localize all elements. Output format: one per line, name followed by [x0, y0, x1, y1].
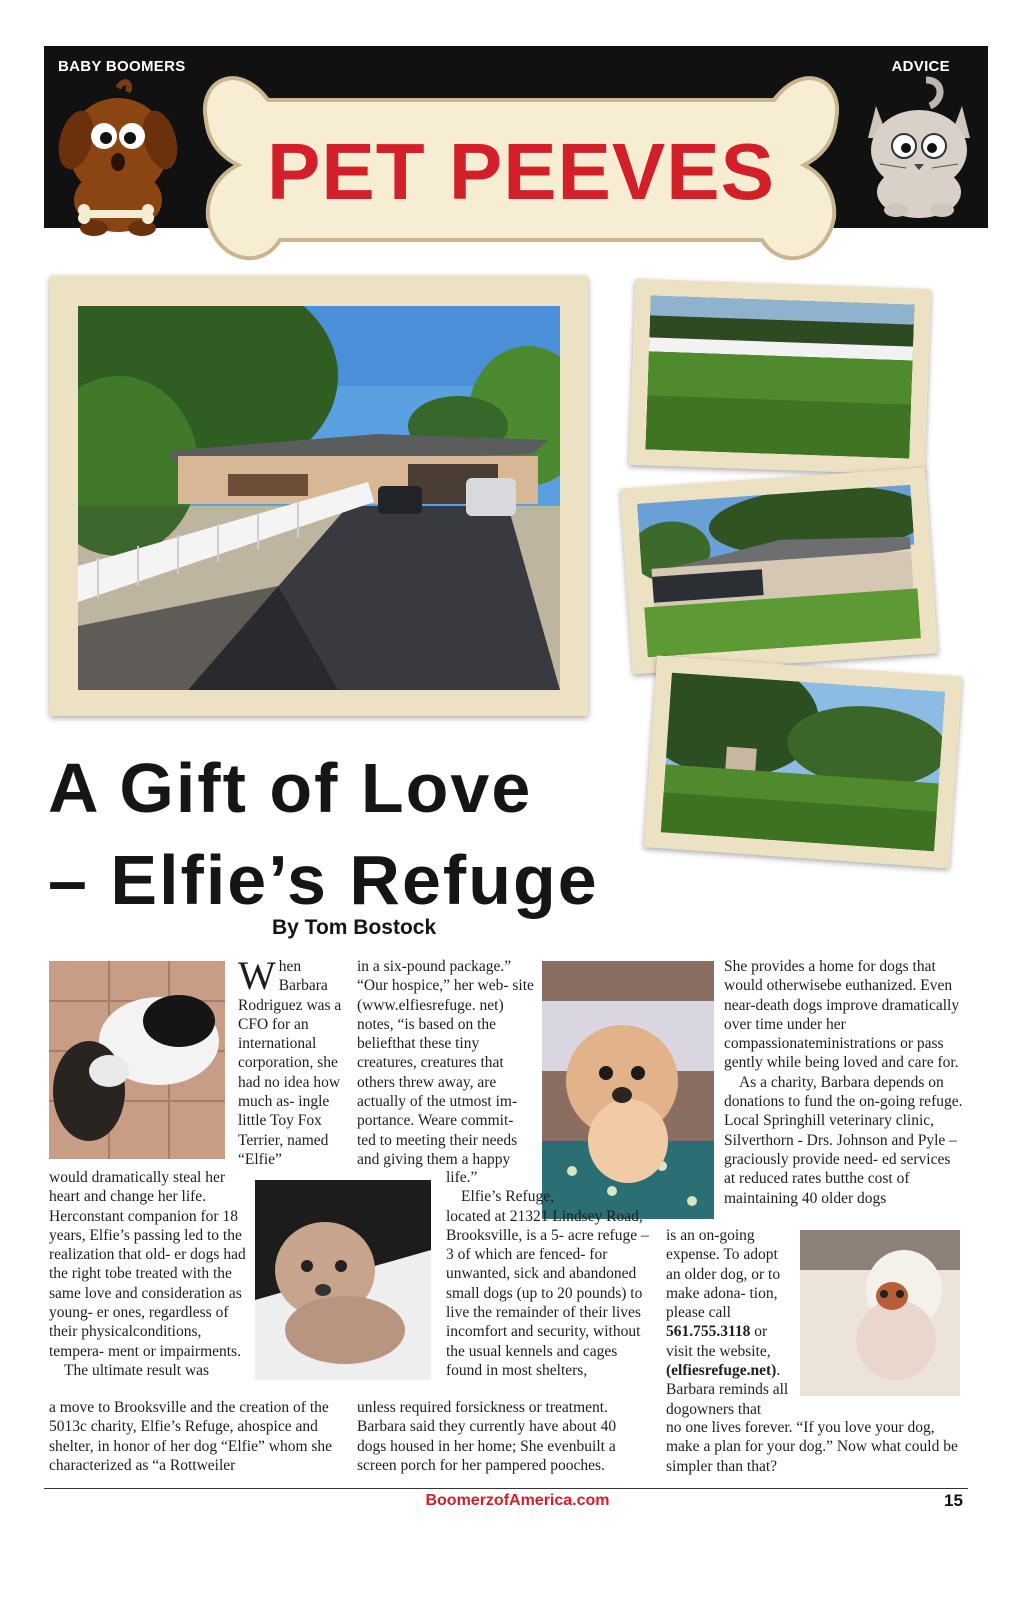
col2-paragraph-e: unless required forsickness or treatment. Barbara said they currently have about 40 dogs housed in her home; She evenbuilt a screen porch for her pampered pooches. — [357, 1399, 617, 1474]
col2-text-b — [446, 1168, 652, 1380]
phone-number: 561.755.3118 — [666, 1323, 751, 1341]
col3-paragraph-c: no one lives forever. “If you love your dog, make a plan for your dog.” Now what could be simpler than that? — [666, 1419, 958, 1475]
website-link[interactable]: (elfiesrefuge.net) — [666, 1362, 777, 1380]
section-tag-right: ADVICE — [891, 58, 950, 75]
page-section-title: PET PEEVES — [267, 127, 775, 216]
col4-paragraph-a: She provides a home for dogs that would otherwisebe euthanized. Even near-death dogs improve dramatically over time under her compassionateministrations or pass gently while being loved and care for. — [724, 958, 960, 1072]
col1-paragraph-b: would dramatically steal her heart and change her life. Herconstant companion for 18 years, Elfie’s passing led to the realization that old- er dogs had the right tobe treated with the same love and consideration as young- er ones, regardless of their physicalconditions, tempera- ment or impairments. — [49, 1169, 246, 1360]
sleeping-dog-photo — [49, 961, 225, 1159]
col1-paragraph-a: hen Barbara Rodriguez was a CFO for an international corporation, she had no idea how much as- ingle little Toy Fox Terrier, named “Elfie” — [238, 958, 342, 1168]
drop-cap: W — [238, 953, 276, 998]
house-driveway-photo — [78, 306, 560, 690]
col2-paragraph-a: in a six-pound package.” “Our hospice,” her web- site (www.elfiesrefuge. net) notes, “is based on the beliefthat these tiny creatures, creatures that others threw away, are actually of the utmost im- portance. Weare commit- ted to meeting their needs and giving them a happy — [357, 958, 534, 1168]
footer-website[interactable]: BoomerzofAmerica.com — [425, 1492, 610, 1509]
section-tag-left: BABY BOOMERS — [58, 58, 186, 75]
col4-text — [724, 957, 964, 1208]
col3-text-c — [666, 1418, 964, 1476]
col2-text-e — [357, 1398, 647, 1475]
col4-paragraph-b: As a charity, Barbara depends on donations to fund the on-going refuge. Local Springhill veterinary clinic, Silverthorn - Drs. Johnson and Pyle – graciously provide need- ed services at reduced rates butthe cost of maintaining 40 older dogs — [724, 1073, 963, 1207]
fenced-yard-photo — [645, 295, 914, 458]
col1-paragraph-d: a move to Brooksville and the creation of the 5013c charity, Elfie’s Refuge, ahospice and shelter, in honor of her dog “Elfie” whom she characterized as “a Rottweiler — [49, 1399, 333, 1474]
col3-text — [666, 1226, 792, 1419]
headline-line-2: – Elfie’s Refuge — [48, 841, 599, 919]
or-visit-text: or visit the website, — [666, 1323, 771, 1360]
headline-line-1: A Gift of Love — [48, 749, 533, 827]
col2-text-a — [357, 957, 535, 1169]
screen-porch-photo — [637, 485, 921, 658]
col1-paragraph-c: The ultimate result was — [64, 1361, 210, 1379]
yard-photo-frame-1 — [629, 279, 931, 475]
col2-paragraph-b: life.” — [446, 1169, 478, 1186]
cartoon-dog-icon — [54, 78, 182, 246]
col1-text-d — [49, 1398, 339, 1475]
col1-text-a — [238, 953, 342, 1169]
yard-photo-frame-2 — [620, 468, 938, 675]
col2-paragraph-d: located at 21321 Lindsey Road, Brooksville, is a 5- acre refuge – 3 of which are fenced- for unwanted, sick and abandoned small dogs (up to 20 pounds) to live the remainder of their lives incomfort and security, without the usual kennels and cages found in most shelters, — [446, 1207, 649, 1379]
main-photo-frame — [50, 276, 588, 716]
old-dog-photo — [255, 1180, 431, 1380]
white-dog-photo — [800, 1230, 960, 1396]
adopt-text: is an on-going expense. To adopt an older dog, or to make adona- tion, please call — [666, 1227, 781, 1322]
col3-paragraph-a: is an on-going expense. To adopt an older dog, or to make adona- tion, please call 561.755.3118 or visit the website, (elfiesrefuge.net). Barbara reminds all dogowners that — [666, 1227, 789, 1418]
col2-paragraph-c: Elfie’s Refuge, — [461, 1188, 554, 1206]
col1-text-b — [49, 1168, 247, 1380]
byline: By Tom Bostock — [272, 916, 437, 939]
cartoon-cat-icon — [860, 76, 978, 222]
reminds-text: Barbara reminds all dogowners that — [666, 1381, 789, 1418]
footer-rule — [44, 1488, 968, 1489]
page-number: 15 — [944, 1491, 963, 1510]
article-headline — [48, 742, 748, 926]
